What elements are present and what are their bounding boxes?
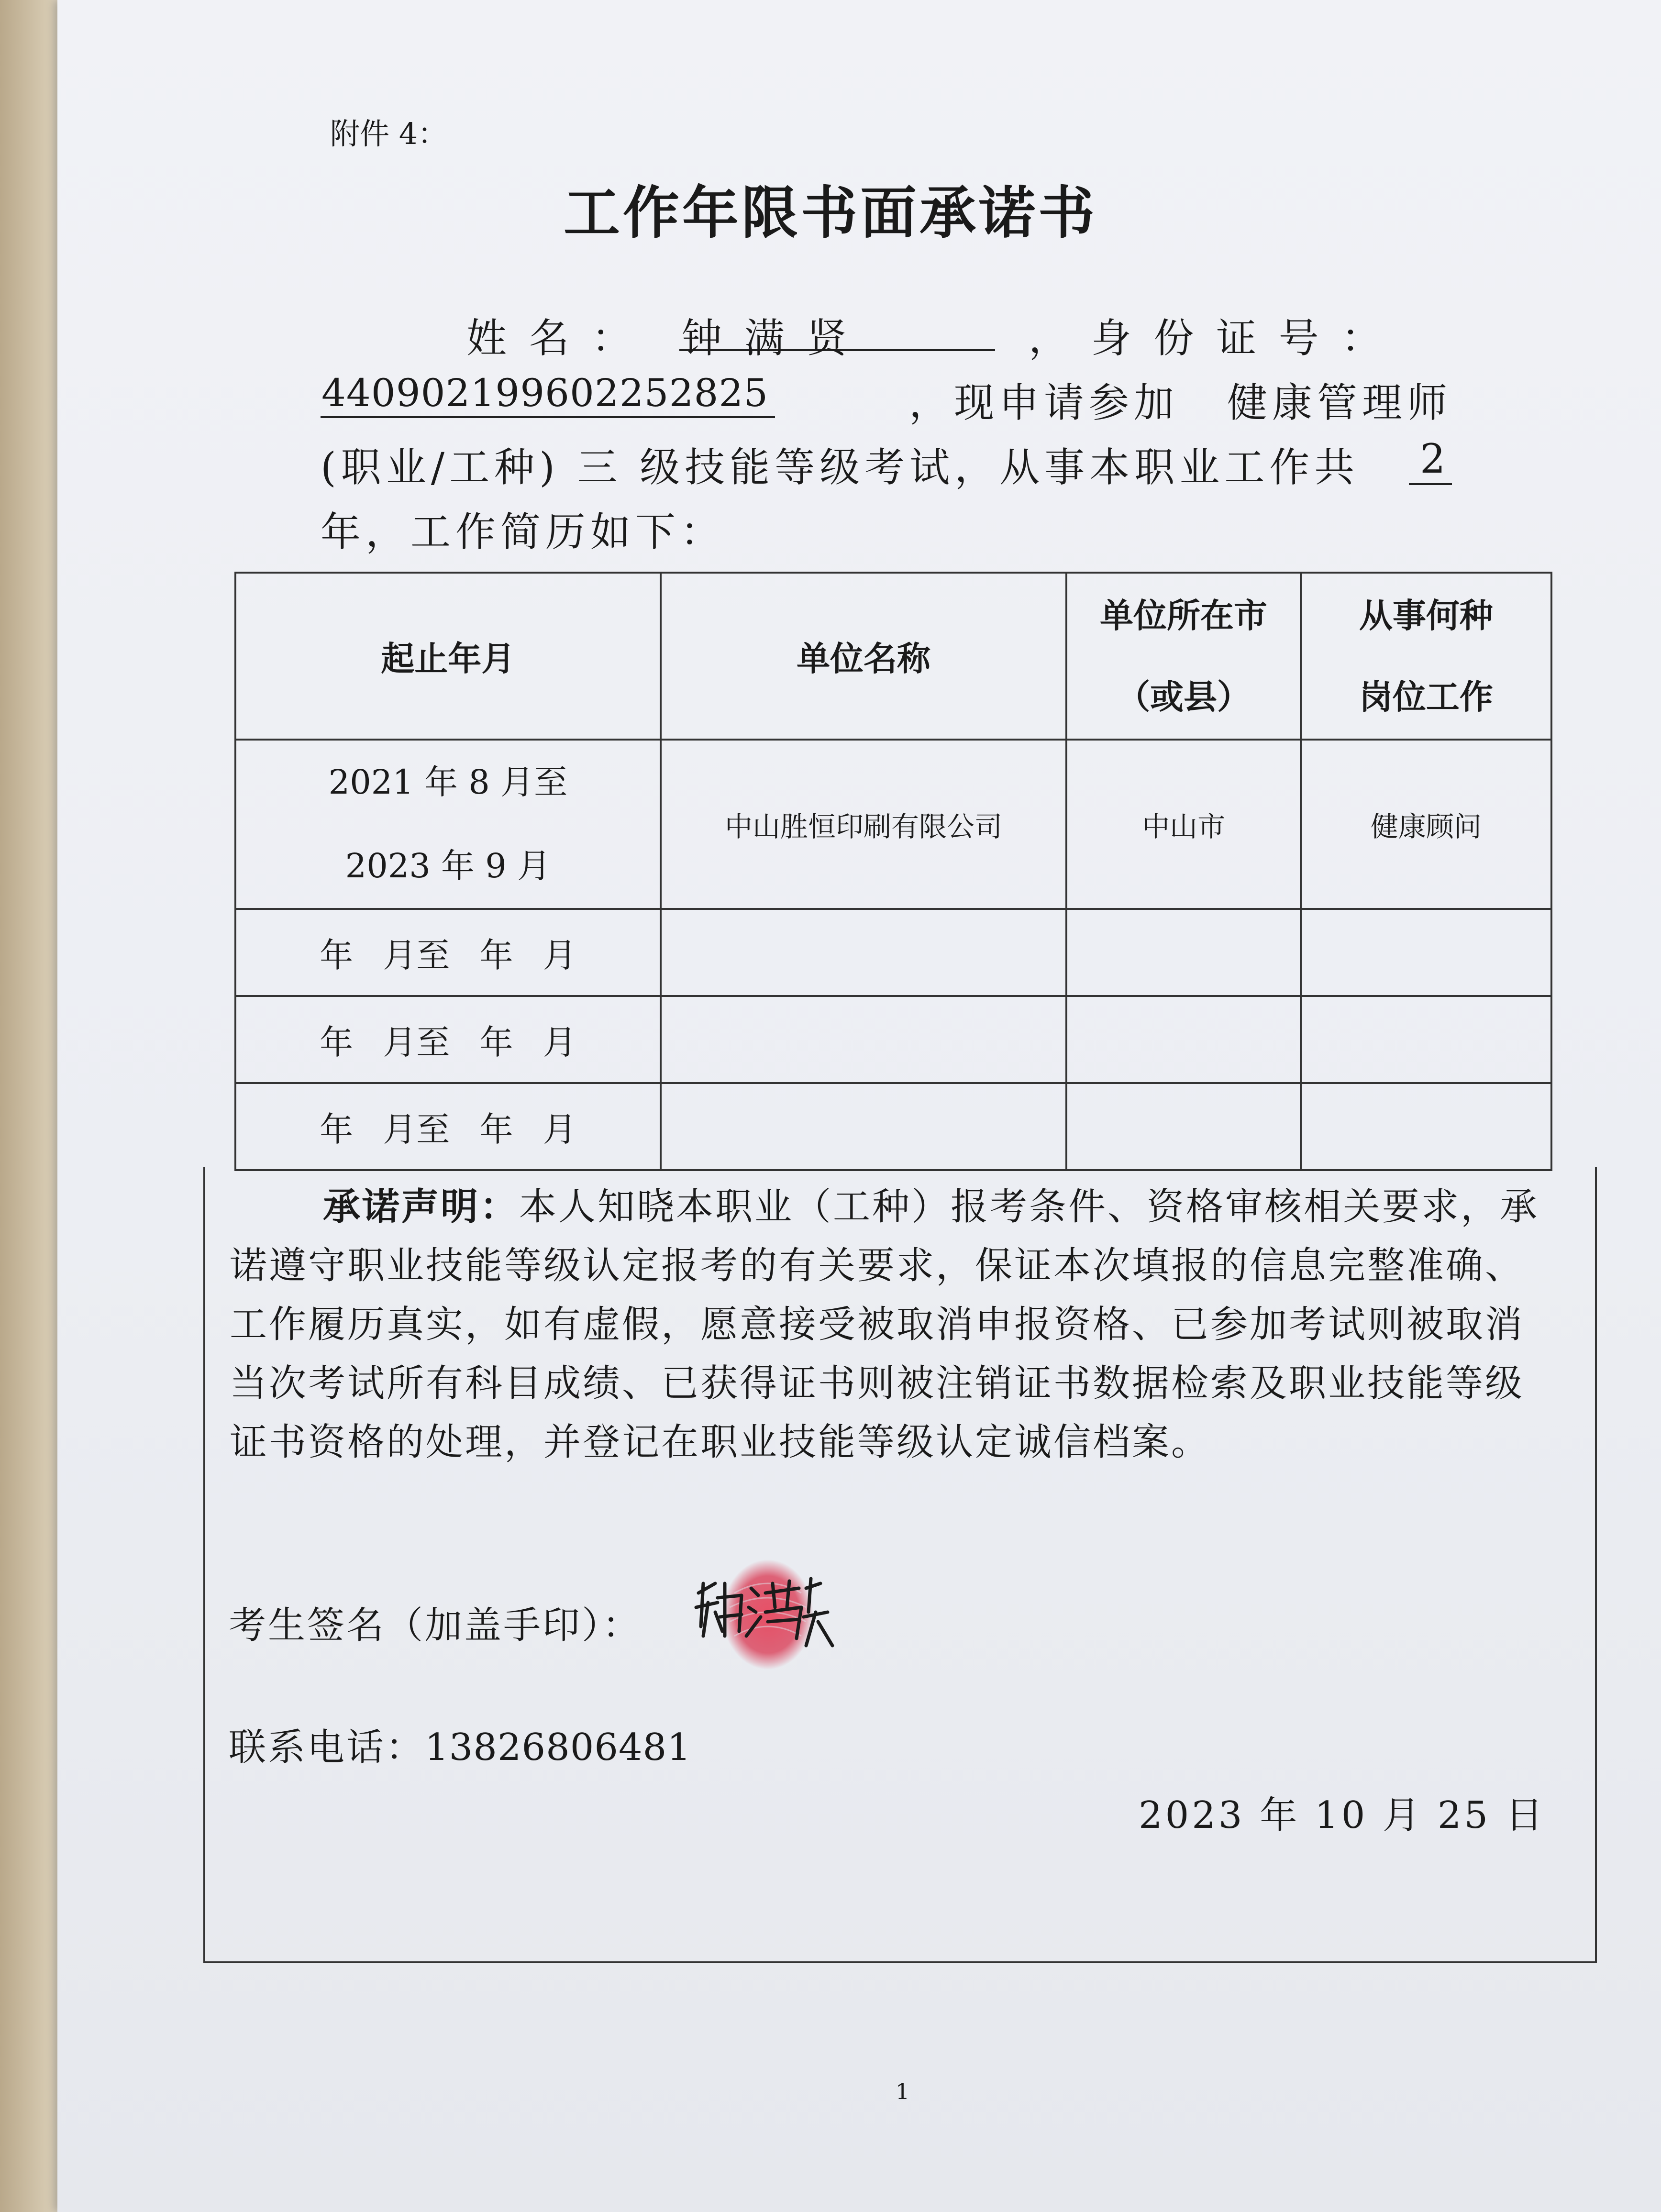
header-city [1066,573,1300,740]
unit-name-cell [661,1083,1067,1170]
id-value: 440902199602252825 [321,371,769,415]
header-city-line2: （或县） [1117,677,1251,717]
signature-fingerprint-image [689,1555,842,1679]
unit-name-cell [661,909,1067,996]
statement-paragraph [230,1178,1550,1472]
period-end: 2023 年 9 月 [345,846,551,885]
period-start: 2021 年 8 月至 [328,763,568,802]
post-cell [1301,909,1551,996]
post-cell [1301,1083,1551,1170]
header-city-line1: 单位所在市 [1100,596,1268,635]
table-row [235,740,1551,909]
work-history-table [234,572,1552,1171]
statement-label: 承诺声明： [323,1185,520,1228]
id-label: ， 身 份 证 号 ： [1029,315,1386,362]
table-row [235,996,1551,1083]
period-cell [235,740,661,909]
unit-name-cell [661,996,1067,1083]
name-label: 姓 名 ： [466,315,637,362]
header-period: 起止年月 [235,573,661,740]
post-cell: 健康顾问 [1301,740,1551,909]
signature-label: 考生签名（加盖手印）： [229,1604,642,1647]
header-post [1301,573,1551,740]
level-text: (职业/工种) 三 级技能等级考试，从事本职业工作共 [321,444,1360,491]
city-cell: 中山市 [1066,740,1300,909]
post-cell [1301,996,1551,1083]
page-number: 1 [896,2079,910,2104]
statement-text: 本人知晓本职业（工种）报考条件、资格审核相关要求，承诺遵守职业技能等级认定报考的有关要求，保证本次填报的信息完整准确、工作履历真实，如有虚假，愿意接受被取消申报资格、已参加考试则被取消当次考试所有科目成绩、已获得证书则被注销证书数据检索及职业技能等级证书资格的处理，并登记在职业技能等级认定诚信档案。 [230,1185,1539,1464]
years-value: 2 [1420,435,1451,482]
city-cell [1066,1083,1300,1170]
table-row [235,1083,1551,1170]
phone-label: 联系电话： [229,1726,425,1769]
period-cell: 年 月至 年 月 [235,909,661,996]
phone-line [229,1717,691,1771]
signing-date: 2023 年 10 月 25 日 [1139,1794,1546,1837]
table-row [235,909,1551,996]
header-unit-name: 单位名称 [661,573,1067,740]
apply-text: ，现申请参加 [909,379,1179,426]
period-cell: 年 月至 年 月 [235,996,661,1083]
header-post-line2: 岗位工作 [1359,677,1493,717]
table-header-row [235,573,1551,740]
phone-value: 13826806481 [425,1726,691,1769]
city-cell [1066,996,1300,1083]
document-title: 工作年限书面承诺书 [563,180,1097,246]
attachment-label: 附件 4： [330,116,448,151]
resume-intro-text: 年，工作简历如下： [321,509,726,555]
city-cell [1066,909,1300,996]
header-post-line1: 从事何种 [1359,596,1493,635]
period-cell: 年 月至 年 月 [235,1083,661,1170]
name-value: 钟 满 贤 [682,315,852,362]
occupation-value: 健康管理师 [1227,379,1452,426]
unit-name-cell: 中山胜恒印刷有限公司 [661,740,1067,909]
